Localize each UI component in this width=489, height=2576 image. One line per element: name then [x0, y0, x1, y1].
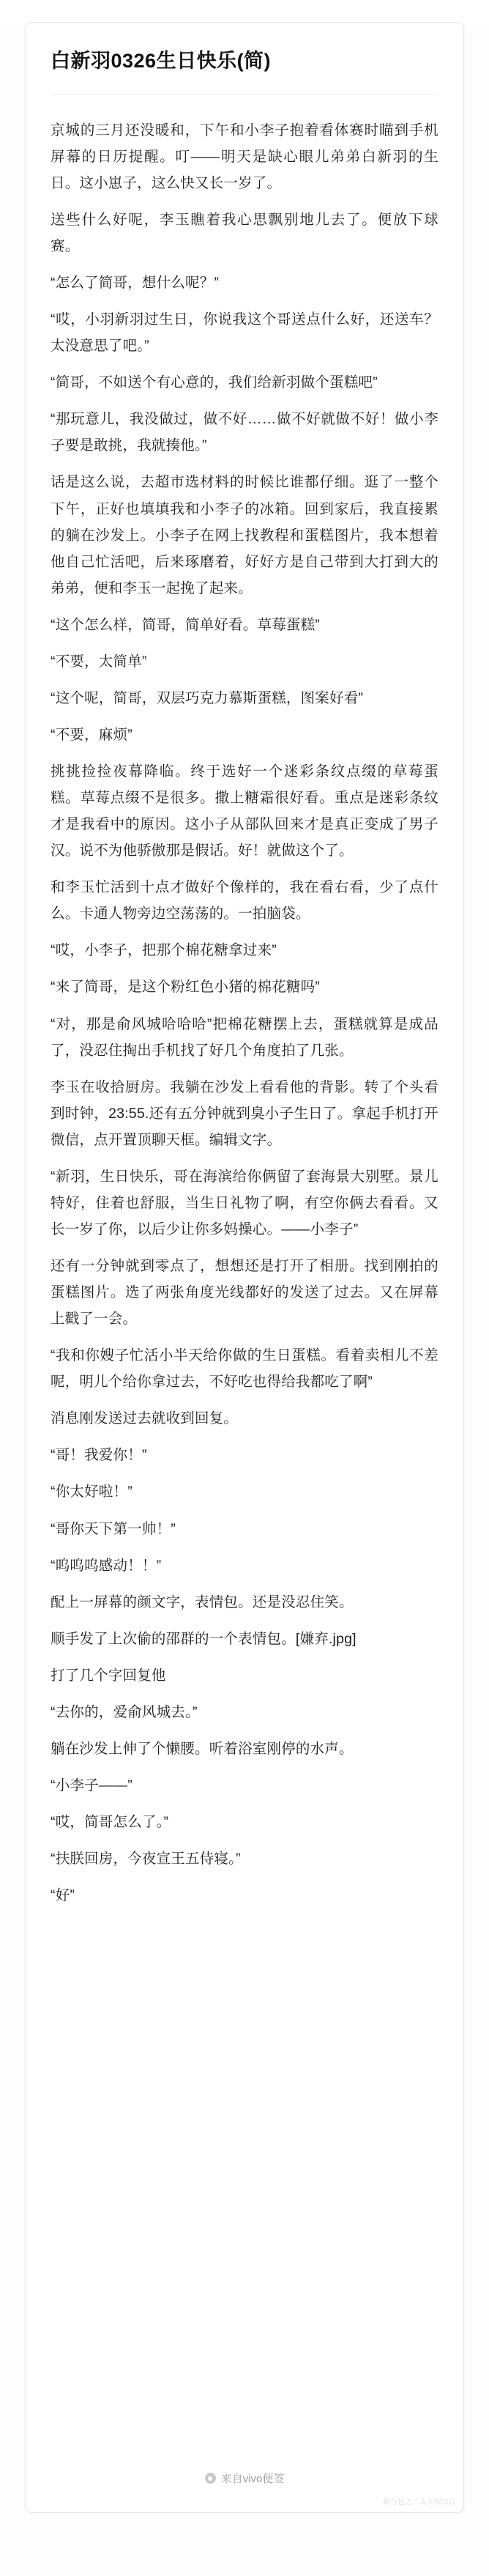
- note-page: [0, 22, 489, 2576]
- page-title: 白新羽0326生日快乐(简): [51, 50, 272, 72]
- vivo-dot-icon: [205, 2473, 216, 2484]
- paragraph: “我和你嫂子忙活小半天给你做的生日蛋糕。看着卖相儿不差呢，明儿个给你拿过去，不好吃也得给我都吃了啊”: [51, 1347, 438, 1391]
- paragraph: “你太好啦！”: [51, 1484, 132, 1500]
- paragraph: 打了几个字回复他: [51, 1667, 166, 1684]
- paragraph: 话是这么说，去超市选材料的时候比谁都仔细。逛了一整个下午，正好也填填我和小李子的冰箱。回到家后，我直接累的躺在沙发上。小李子在网上找教程和蛋糕图片，我本想着他自己忙活吧，后来琢磨着，好好方是自己带到大打到大的弟弟，便和李玉一起挽了起来。: [51, 474, 438, 596]
- paragraph: “对，那是俞风城哈哈哈”把棉花糖摆上去，蛋糕就算是成品了，没忍住掏出手机找了好几个角度拍了几张。: [51, 1015, 438, 1059]
- note-footer: [26, 2470, 463, 2487]
- paragraph: 李玉在收拾厨房。我躺在沙发上看看他的背影。转了个头看到时钟，23:55.还有五分钟就到臭小子生日了。拿起手机打开微信，点开置顶聊天框。编辑文字。: [51, 1078, 438, 1148]
- paragraph: “来了简哥，是这个粉红色小猪的棉花糖吗”: [51, 979, 320, 996]
- paragraph: 躺在沙发上伸了个懒腰。听着浴室刚停的水声。: [51, 1740, 354, 1757]
- paragraph: “好”: [51, 1887, 75, 1904]
- paragraph: “去你的，爱俞风城去。”: [51, 1703, 198, 1720]
- paragraph: 送些什么好呢，李玉瞧着我心思飘别地儿去了。便放下球赛。: [51, 211, 438, 255]
- paragraph: “新羽，生日快乐，哥在海滨给你俩留了套海景大别墅。景儿特好，住着也舒服，当生日礼物了啊，有空你俩去看看。又长一岁了你，以后少让你多妈操心。——小李子”: [51, 1168, 438, 1237]
- paragraph: “呜呜呜感动！！”: [51, 1557, 162, 1574]
- paragraph: “怎么了简哥，想什么呢？”: [51, 275, 220, 292]
- paragraph: “小李子——”: [51, 1777, 132, 1794]
- paragraph: 和李玉忙活到十点才做好个像样的，我在看右看，少了点什么。卡通人物旁边空荡荡的。一拍脑袋。: [51, 879, 438, 922]
- paragraph: “哎，小李子，把那个棉花糖拿过来”: [51, 942, 277, 959]
- footer-label: 来自vivo便签: [220, 2473, 285, 2485]
- paragraph: “简哥，不如送个有心意的，我们给新羽做个蛋糕吧”: [51, 374, 378, 391]
- paragraph: “扶朕回房，今夜宣王五侍寝。”: [51, 1851, 241, 1868]
- paragraph: “不要，麻烦”: [51, 726, 132, 743]
- paragraph: “哎，小羽新羽过生日，你说我这个哥送点什么好，还送车？太没意思了吧。”: [51, 311, 438, 355]
- note-card: [25, 22, 464, 2513]
- paragraph: “那玩意儿，我没做过，做不好……做不好就做不好！做小李子要是敢挑，我就揍他。”: [51, 411, 438, 454]
- paragraph: “不要，太简单”: [51, 653, 147, 670]
- paragraph: “这个呢，简哥，双层巧克力慕斯蛋糕，图案好看”: [51, 689, 364, 706]
- paragraph: “哥你天下第一帅！”: [51, 1520, 176, 1537]
- paragraph: 挑挑捡捡夜幕降临。终于选好一个迷彩条纹点缀的草莓蛋糕。草莓点缀不是很多。撒上糖霜很好看。重点是迷彩条纹才是我看中的原因。这小子从部队回来才是真正变成了男子汉。说不为他骄傲那是假话。好！就做这个了。: [51, 763, 438, 859]
- paragraph: 顺手发了上次偷的邵群的一个表情包。[嫌弃.jpg]: [51, 1630, 357, 1647]
- footer-inner: [205, 2470, 285, 2486]
- paragraph: “这个怎么样，简哥，简单好看。草莓蛋糕”: [51, 616, 320, 633]
- paragraph: 京城的三月还没暖和，下午和小李子抱着看体赛时瞄到手机屏幕的日历提醒。叮——明天是缺心眼儿弟弟白新羽的生日。这小崽子，这么快又长一岁了。: [51, 122, 438, 191]
- note-body: [51, 117, 438, 1909]
- paragraph: 消息刚发送过去就收到回复。: [51, 1410, 239, 1427]
- paragraph: “哥！我爱你！”: [51, 1447, 147, 1464]
- paragraph: 还有一分钟就到零点了，想想还是打开了相册。找到刚拍的蛋糕图片。选了两张角度光线都好的发送了过去。又在屏幕上戳了一会。: [51, 1258, 438, 1328]
- paragraph: “哎，简哥怎么了。”: [51, 1814, 169, 1831]
- watermark: 新与包之二太太似以以: [383, 2498, 456, 2506]
- paragraph: 配上一屏幕的颜文字，表情包。还是没忍住笑。: [51, 1594, 354, 1610]
